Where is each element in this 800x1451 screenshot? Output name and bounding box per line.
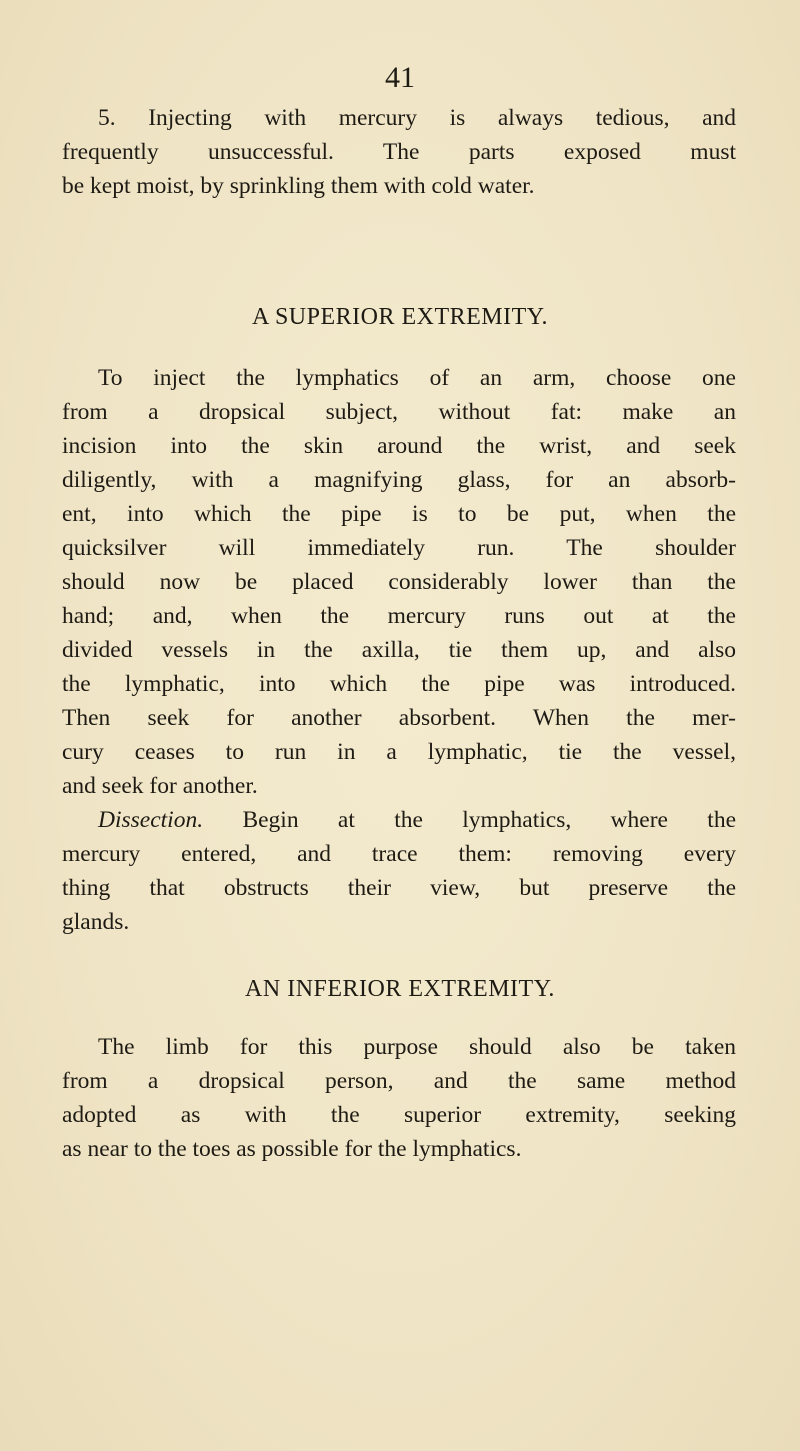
text-line: cury ceases to run in a lymphatic, tie the vessel, xyxy=(62,739,736,765)
text-line: thing that obstructs their view, but preserve the xyxy=(62,875,736,901)
section-heading-superior: A SUPERIOR EXTREMITY. xyxy=(251,304,549,330)
paragraph-dissection xyxy=(62,803,736,939)
text-line: mercury entered, and trace them: removing every xyxy=(62,841,736,867)
text-line: incision into the skin around the wrist, and seek xyxy=(62,433,736,459)
text-line: glands. xyxy=(62,909,130,935)
dissection-label: Dissection. xyxy=(98,807,204,833)
text-line: be kept moist, by sprinkling them with cold water. xyxy=(62,173,535,199)
text-line: and seek for another. xyxy=(62,773,258,799)
dissection-line-rest: Begin at the lymphatics, where the xyxy=(242,807,737,833)
paragraph-superior-extremity xyxy=(62,361,736,803)
text-line: hand; and, when the mercury runs out at the xyxy=(62,603,736,629)
text-line xyxy=(62,803,736,837)
text-line: adopted as with the superior extremity, seeking xyxy=(62,1102,736,1128)
text-line: To inject the lymphatics of an arm, choose one xyxy=(98,365,736,391)
text-line: ent, into which the pipe is to be put, when the xyxy=(62,501,736,527)
text-line: the lymphatic, into which the pipe was introduced. xyxy=(62,671,736,697)
text-line: The limb for this purpose should also be taken xyxy=(98,1034,736,1060)
text-line: from a dropsical person, and the same method xyxy=(62,1068,736,1094)
paragraph-injecting xyxy=(62,101,736,203)
text-line: diligently, with a magnifying glass, for an absorb- xyxy=(62,467,736,493)
text-line: should now be placed considerably lower than the xyxy=(62,569,736,595)
text-line: from a dropsical subject, without fat: make an xyxy=(62,399,736,425)
page-number: 41 xyxy=(385,61,415,94)
section-heading-inferior: AN INFERIOR EXTREMITY. xyxy=(245,976,555,1002)
text-line: 5. Injecting with mercury is always tedious, and xyxy=(98,105,736,131)
text-line: quicksilver will immediately run. The shoulder xyxy=(62,535,736,561)
text-line: divided vessels in the axilla, tie them up, and also xyxy=(62,637,736,663)
text-line: frequently unsuccessful. The parts exposed must xyxy=(62,139,736,165)
paragraph-inferior-extremity xyxy=(62,1030,736,1166)
text-line: as near to the toes as possible for the lymphatics. xyxy=(62,1136,522,1162)
text-line: Then seek for another absorbent. When the mer- xyxy=(62,705,736,731)
